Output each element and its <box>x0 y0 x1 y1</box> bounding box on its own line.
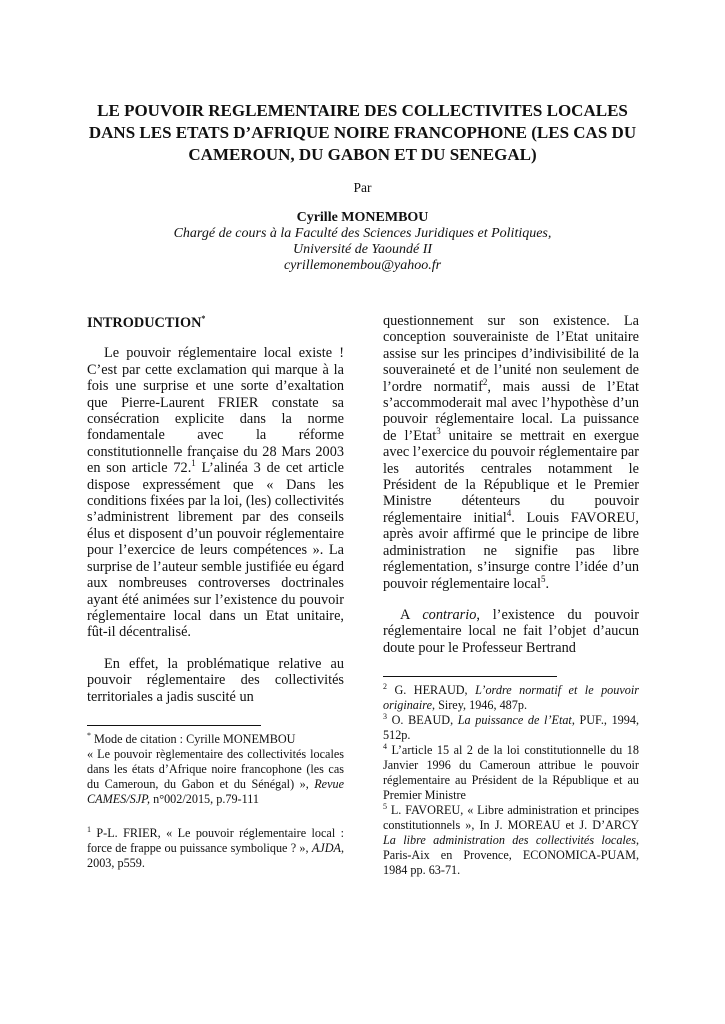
title-line-1: LE POUVOIR REGLEMENTAIRE DES COLLECTIVITES LOCALES <box>97 101 628 120</box>
title-line-2: DANS LES ETATS D’AFRIQUE NOIRE FRANCOPHONE (LES CAS DU <box>88 123 637 142</box>
footnote-4: $^4$ L’article 15 al 2 de la loi constitutionnelle du 18 Janvier 1996 du Cameroun attribue le pouvoir réglementaire au Président de la République et au Premier Ministre <box>383 742 639 803</box>
author-name: Cyrille MONEMBOU <box>296 210 429 225</box>
footnote-ref-4: 4 <box>506 508 512 519</box>
footnote-ref-2: 2 <box>482 376 488 387</box>
author-affiliation-2: Université de Yaoundé II <box>292 242 433 257</box>
title-line-3: CAMEROUN, DU GABON ET DU SENEGAL) <box>188 145 537 164</box>
footnote-ref-3: 3 <box>436 426 441 437</box>
footnote-ref-1: 1 <box>191 458 196 469</box>
footnote-1: $^1$ P-L. FRIER, « Le pouvoir réglementaire local : force de frappe ou puissance symbolique ? », AJDA, 2003, p559. <box>87 824 344 870</box>
footnote-divider <box>87 725 261 726</box>
author-affiliation-1: Chargé de cours à la Faculté des Sciences Juridiques et Politiques, <box>173 226 552 241</box>
paragraph-intro-1: Le pouvoir réglementaire local existe ! C’est par cette exclamation qui marque à la fois une surprise et une sorte d’exaltation que Pierre-Laurent FRIER constate sa consécration explicite dans la norme fondamentale avec la réforme constitutionnelle française du 28 Mars 2003 en son article 72.$^1$ L’alinéa 3 de cet article dispose expressément que « Dans les conditions fixées par la loi, (les) collectivités s’administrent librement par des conseils élus et disposent d’un pouvoir réglementaire pour l’exercice de leurs compétences ». La surprise de l’auteur semble justifiée eu égard aux nombreuses controverses doctrinales ayant été animées sur l’existence du pouvoir réglementaire local dans un Etat unitaire, fût-il décentralisé. <box>87 345 344 641</box>
footnote-ref-5: 5 <box>541 573 546 584</box>
left-column <box>87 313 344 871</box>
section-heading-introduction: INTRODUCTION* <box>87 314 206 331</box>
heading-footnote-mark: * <box>201 314 206 324</box>
byline-par: Par <box>353 180 372 195</box>
right-column <box>383 313 639 878</box>
paragraph-a-contrario: A contrario, l’existence du pouvoir réglementaire local ne fait l’objet d’aucun doute pour le Professeur Bertrand <box>383 606 639 656</box>
footnote-3: $^3$ O. BEAUD, La puissance de l’Etat, PUF., 1994, 512p. <box>383 712 639 743</box>
footnote-2: $^2$ G. HERAUD, L’ordre normatif et le pouvoir originaire, Sirey, 1946, 487p. <box>383 682 639 713</box>
footnote-citation-mode: * Mode de citation : Cyrille MONEMBOU « Le pouvoir règlementaire des collectivités locales dans les états d’Afrique noire francophone (les cas du Cameroun, du Gabon et du Sénégal) », Revue CAMES/SJP, n°002/2015, p.79-111 <box>87 730 344 806</box>
author-email: cyrillemonembou@yahoo.fr <box>283 258 442 273</box>
paragraph-continued: questionnement sur son existence. La conception souverainiste de l’Etat unitaire assise sur les principes d’indivisibilité de la souveraineté et de l’unité non seulement de l’ordre normatif$^2$, mais aussi de l’Etat s’accommoderait mal avec l’hypothèse d’un pouvoir réglementaire local. La puissance de l’Etat$^3$ unitaire se mettrait en exergue avec l’exercice du pouvoir réglementaire par les autorités centrales notamment le Président de la République et le Premier Ministre détenteurs du pouvoir réglementaire initial$^4$. Louis FAVOREU, après avoir affirmé que le principe de libre administration ne signifie pas libre réglementation, s’insurge contre l’idée d’un pouvoir réglementaire local$^5$. <box>383 313 640 592</box>
footnote-5: $^5$ L. FAVOREU, « Libre administration et principes constitutionnels », In J. MOREAU et J. D’ARCY La libre administration des collectivités locales, Paris-Aix en Provence, ECONOMICA-PUAM, 1984 pp. 63-71. <box>383 802 639 878</box>
paragraph-intro-2: En effet, la problématique relative au pouvoir réglementaire des collectivités territoriales a jadis suscité un <box>87 655 344 705</box>
paper-title <box>70 100 655 166</box>
footnote-divider <box>383 676 557 677</box>
author-block <box>0 210 725 274</box>
